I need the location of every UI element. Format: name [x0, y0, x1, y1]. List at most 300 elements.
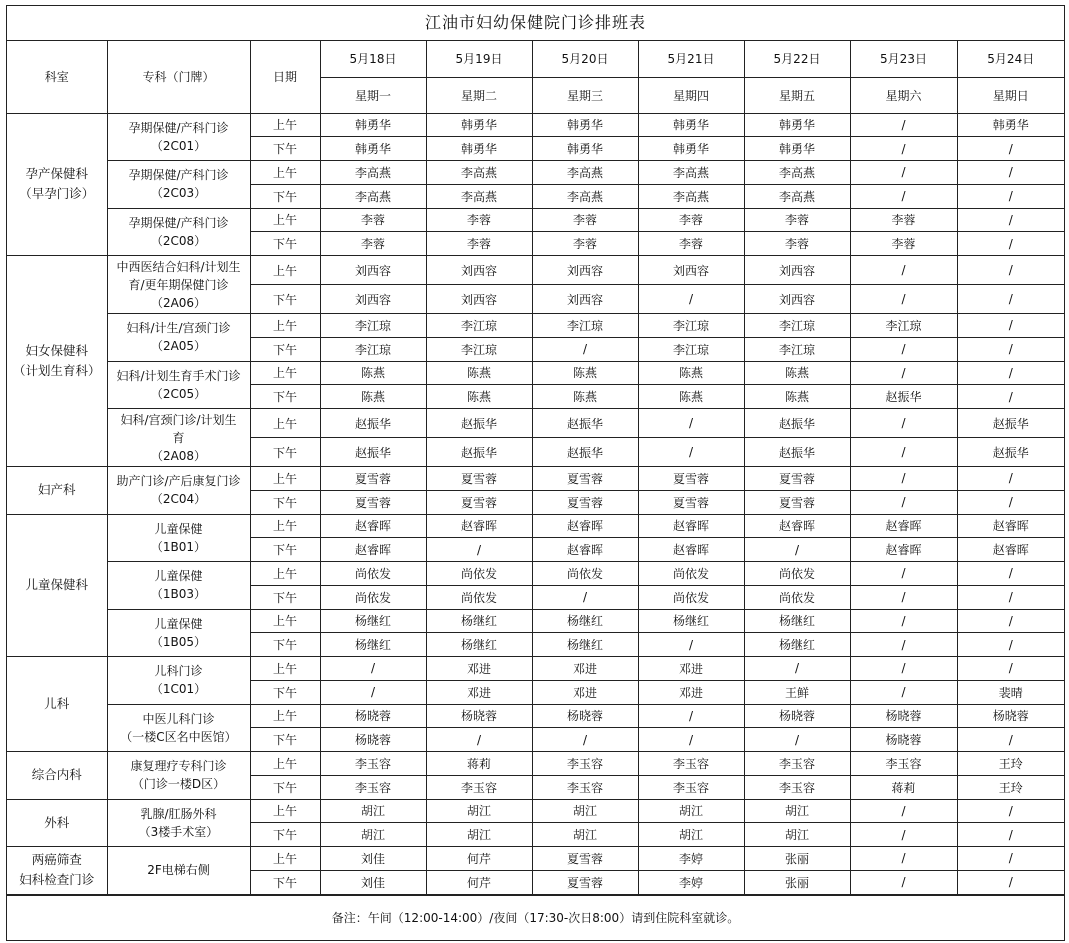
doctor-cell: / [850, 137, 957, 161]
doctor-cell: 刘西容 [426, 285, 532, 314]
doctor-cell: 李江琼 [744, 314, 850, 338]
doctor-cell: 杨晓蓉 [850, 728, 957, 752]
doctor-cell: 夏雪蓉 [532, 847, 638, 871]
doctor-cell: 胡江 [532, 823, 638, 847]
doctor-cell: 韩勇华 [320, 113, 426, 137]
department-cell [7, 847, 107, 895]
doctor-cell: / [957, 609, 1064, 633]
doctor-cell: 胡江 [744, 823, 850, 847]
doctor-cell: / [850, 438, 957, 467]
doctor-cell: 李江琼 [532, 314, 638, 338]
doctor-cell: 夏雪蓉 [532, 490, 638, 514]
text-line: 儿童保健科 [25, 577, 88, 593]
doctor-cell: 李玉容 [532, 752, 638, 776]
doctor-cell: / [532, 585, 638, 609]
doctor-cell: 赵振华 [426, 438, 532, 467]
text-line: （2A06） [150, 295, 207, 310]
doctor-cell: 尚依发 [638, 585, 744, 609]
doctor-cell: 夏雪蓉 [532, 870, 638, 894]
doctor-cell: 王玲 [957, 752, 1064, 776]
specialty-cell [107, 704, 250, 752]
doctor-cell: 李蓉 [744, 232, 850, 256]
doctor-cell: 尚依发 [426, 562, 532, 586]
doctor-cell: 李婷 [638, 870, 744, 894]
doctor-cell: / [850, 361, 957, 385]
header-weekday-cell: 星期四 [638, 77, 744, 113]
period-cell: 上午 [250, 799, 320, 823]
doctor-cell: / [426, 538, 532, 562]
doctor-cell: 赵睿晖 [744, 514, 850, 538]
text-line: 妇产科 [37, 482, 76, 498]
doctor-cell: 韩勇华 [532, 113, 638, 137]
doctor-cell: 赵振华 [957, 438, 1064, 467]
period-cell: 上午 [250, 514, 320, 538]
schedule-row [7, 113, 1064, 137]
header-weekday-cell: 星期六 [850, 77, 957, 113]
doctor-cell: / [957, 314, 1064, 338]
text-line: 育 [172, 430, 185, 445]
period-cell: 下午 [250, 490, 320, 514]
doctor-cell: 杨晓蓉 [320, 704, 426, 728]
text-line: 妇科/计划生育手术门诊 [116, 368, 241, 383]
doctor-cell: 杨晓蓉 [426, 704, 532, 728]
doctor-cell: 李蓉 [426, 232, 532, 256]
doctor-cell: 赵睿晖 [957, 514, 1064, 538]
doctor-cell: 李江琼 [744, 337, 850, 361]
doctor-cell: 李玉容 [850, 752, 957, 776]
schedule-row [7, 562, 1064, 586]
doctor-cell: 夏雪蓉 [320, 490, 426, 514]
doctor-cell: 邓进 [426, 680, 532, 704]
period-cell: 上午 [250, 208, 320, 232]
doctor-cell: 邓进 [532, 657, 638, 681]
doctor-cell: 邓进 [638, 680, 744, 704]
doctor-cell: 尚依发 [426, 585, 532, 609]
text-line: （2C04） [150, 492, 207, 507]
schedule-table [7, 41, 1064, 895]
period-cell: 上午 [250, 113, 320, 137]
department-cell [7, 256, 107, 467]
doctor-cell: 赵睿晖 [850, 538, 957, 562]
doctor-cell: / [638, 409, 744, 438]
period-cell: 下午 [250, 137, 320, 161]
doctor-cell: 邓进 [426, 657, 532, 681]
period-cell: 上午 [250, 562, 320, 586]
schedule-row [7, 467, 1064, 491]
text-line: 妇女保健科 [25, 343, 88, 358]
period-cell: 下午 [250, 680, 320, 704]
doctor-cell: 韩勇华 [320, 137, 426, 161]
text-line: （2C01） [150, 138, 207, 153]
doctor-cell: 李蓉 [532, 232, 638, 256]
doctor-cell: / [957, 361, 1064, 385]
text-line: （门诊一楼D区） [131, 777, 226, 792]
text-line: （3楼手术室） [138, 824, 219, 839]
doctor-cell: 李玉容 [320, 775, 426, 799]
doctor-cell: / [532, 728, 638, 752]
text-line: 中西医结合妇科/计划生 [116, 259, 241, 274]
doctor-cell: 李高燕 [532, 184, 638, 208]
doctor-cell: 陈燕 [426, 385, 532, 409]
doctor-cell: / [850, 609, 957, 633]
doctor-cell: / [957, 137, 1064, 161]
doctor-cell: / [850, 823, 957, 847]
page-title: 江油市妇幼保健院门诊排班表 [7, 6, 1064, 41]
doctor-cell: 赵睿晖 [850, 514, 957, 538]
doctor-cell: 杨继红 [320, 633, 426, 657]
doctor-cell: 李高燕 [426, 161, 532, 185]
doctor-cell: 夏雪蓉 [744, 490, 850, 514]
doctor-cell: 胡江 [638, 823, 744, 847]
header-date-cell: 5月24日 [957, 41, 1064, 77]
doctor-cell: 韩勇华 [744, 113, 850, 137]
doctor-cell: 裴晴 [957, 680, 1064, 704]
doctor-cell: 刘西容 [744, 256, 850, 285]
period-cell: 上午 [250, 256, 320, 285]
doctor-cell: 赵振华 [426, 409, 532, 438]
doctor-cell: 赵睿晖 [532, 538, 638, 562]
doctor-cell: 陈燕 [638, 361, 744, 385]
doctor-cell: 李江琼 [850, 314, 957, 338]
period-cell: 下午 [250, 823, 320, 847]
doctor-cell: 杨继红 [426, 633, 532, 657]
doctor-cell: 李高燕 [320, 161, 426, 185]
doctor-cell: 韩勇华 [957, 113, 1064, 137]
text-line: （2A05） [150, 339, 207, 354]
doctor-cell: / [638, 633, 744, 657]
doctor-cell: / [957, 385, 1064, 409]
doctor-cell: 李玉容 [638, 752, 744, 776]
doctor-cell: / [850, 467, 957, 491]
doctor-cell: / [850, 799, 957, 823]
doctor-cell: 夏雪蓉 [320, 467, 426, 491]
doctor-cell: / [532, 337, 638, 361]
doctor-cell: 杨晓蓉 [532, 704, 638, 728]
doctor-cell: 韩勇华 [744, 137, 850, 161]
period-cell: 下午 [250, 285, 320, 314]
doctor-cell: 陈燕 [744, 385, 850, 409]
doctor-cell: 李江琼 [638, 337, 744, 361]
header-weekday-cell: 星期日 [957, 77, 1064, 113]
text-line: 儿童保健 [154, 521, 203, 536]
text-line: （一楼C区名中医馆） [120, 729, 237, 744]
text-line: 外科 [44, 814, 70, 830]
doctor-cell: 夏雪蓉 [532, 467, 638, 491]
doctor-cell: 刘西容 [532, 285, 638, 314]
doctor-cell: / [957, 585, 1064, 609]
doctor-cell: / [957, 256, 1064, 285]
doctor-cell: 刘西容 [320, 256, 426, 285]
header-date-cell: 5月19日 [426, 41, 532, 77]
doctor-cell: / [850, 562, 957, 586]
doctor-cell: 张丽 [744, 847, 850, 871]
text-line: （2C05） [150, 386, 207, 401]
schedule-row [7, 752, 1064, 776]
specialty-cell [107, 208, 250, 256]
doctor-cell: / [744, 657, 850, 681]
doctor-cell: 杨继红 [638, 609, 744, 633]
schedule-row [7, 514, 1064, 538]
footnote: 备注：午间（12:00-14:00）/夜间（17:30-次日8:00）请到住院科室就诊。 [7, 895, 1064, 940]
doctor-cell: 赵睿晖 [426, 514, 532, 538]
period-cell: 上午 [250, 409, 320, 438]
doctor-cell: 李蓉 [638, 232, 744, 256]
period-cell: 上午 [250, 361, 320, 385]
doctor-cell: / [957, 490, 1064, 514]
doctor-cell: 赵振华 [744, 438, 850, 467]
doctor-cell: 尚依发 [744, 585, 850, 609]
doctor-cell: 李玉容 [426, 775, 532, 799]
doctor-cell: 何芹 [426, 870, 532, 894]
doctor-cell: 李蓉 [532, 208, 638, 232]
doctor-cell: 夏雪蓉 [638, 490, 744, 514]
doctor-cell: / [320, 657, 426, 681]
text-line: （1B05） [150, 634, 207, 649]
doctor-cell: / [638, 285, 744, 314]
doctor-cell: 李高燕 [320, 184, 426, 208]
doctor-cell: 尚依发 [320, 562, 426, 586]
doctor-cell: 刘西容 [638, 256, 744, 285]
doctor-cell: / [957, 799, 1064, 823]
specialty-cell [107, 562, 250, 610]
doctor-cell: 刘西容 [426, 256, 532, 285]
doctor-cell: 李婷 [638, 847, 744, 871]
doctor-cell: 夏雪蓉 [638, 467, 744, 491]
period-cell: 下午 [250, 870, 320, 894]
doctor-cell: 李蓉 [320, 232, 426, 256]
doctor-cell: 李玉容 [744, 752, 850, 776]
schedule-row [7, 609, 1064, 633]
doctor-cell: 李蓉 [850, 232, 957, 256]
doctor-cell: 李蓉 [638, 208, 744, 232]
text-line: （2A08） [150, 448, 207, 463]
doctor-cell: 尚依发 [320, 585, 426, 609]
period-cell: 上午 [250, 467, 320, 491]
schedule-row [7, 704, 1064, 728]
doctor-cell: 李高燕 [532, 161, 638, 185]
doctor-cell: 陈燕 [320, 385, 426, 409]
doctor-cell: 李高燕 [744, 161, 850, 185]
doctor-cell: / [957, 184, 1064, 208]
text-line: （1B01） [150, 539, 207, 554]
doctor-cell: 陈燕 [532, 361, 638, 385]
text-line: 孕产保健科 [25, 166, 88, 182]
doctor-cell: 胡江 [426, 823, 532, 847]
doctor-cell: / [850, 585, 957, 609]
doctor-cell: 李玉容 [744, 775, 850, 799]
text-line: 综合内科 [31, 767, 82, 783]
text-line: （1B03） [150, 587, 207, 602]
period-cell: 下午 [250, 385, 320, 409]
doctor-cell: 赵振华 [532, 438, 638, 467]
doctor-cell: 韩勇华 [426, 137, 532, 161]
doctor-cell: 王玲 [957, 775, 1064, 799]
text-line: 康复理疗专科门诊 [130, 759, 227, 774]
text-line: 妇科/宫颈门诊/计划生 [120, 412, 237, 427]
doctor-cell: 杨晓蓉 [320, 728, 426, 752]
doctor-cell: 李江琼 [638, 314, 744, 338]
header-date-cell: 5月20日 [532, 41, 638, 77]
text-line: 中医儿科门诊 [142, 711, 215, 726]
period-cell: 上午 [250, 314, 320, 338]
doctor-cell: / [957, 823, 1064, 847]
text-line: 孕期保健/产科门诊 [128, 120, 229, 135]
doctor-cell: 张丽 [744, 870, 850, 894]
doctor-cell: 陈燕 [320, 361, 426, 385]
doctor-cell: 韩勇华 [426, 113, 532, 137]
period-cell: 下午 [250, 438, 320, 467]
department-cell [7, 657, 107, 752]
schedule-row [7, 409, 1064, 438]
header-weekday-cell: 星期三 [532, 77, 638, 113]
doctor-cell: 刘佳 [320, 847, 426, 871]
doctor-cell: 杨继红 [532, 633, 638, 657]
doctor-cell: 杨继红 [320, 609, 426, 633]
doctor-cell: 陈燕 [638, 385, 744, 409]
doctor-cell: 胡江 [744, 799, 850, 823]
doctor-cell: / [320, 680, 426, 704]
doctor-cell: 李高燕 [744, 184, 850, 208]
doctor-cell: 刘佳 [320, 870, 426, 894]
doctor-cell: 陈燕 [426, 361, 532, 385]
doctor-cell: / [850, 409, 957, 438]
doctor-cell: 赵振华 [320, 409, 426, 438]
doctor-cell: 胡江 [320, 799, 426, 823]
doctor-cell: 杨继红 [426, 609, 532, 633]
department-cell [7, 799, 107, 847]
text-line: 儿科门诊 [154, 664, 203, 679]
doctor-cell: / [850, 847, 957, 871]
schedule-sheet [6, 5, 1065, 941]
doctor-cell: 何芹 [426, 847, 532, 871]
text-line: （1C01） [150, 682, 207, 697]
header-date-cell: 5月21日 [638, 41, 744, 77]
department-cell [7, 752, 107, 800]
doctor-cell: / [957, 847, 1064, 871]
doctor-cell: 尚依发 [638, 562, 744, 586]
header-dept: 科室 [7, 41, 107, 113]
period-cell: 上午 [250, 752, 320, 776]
doctor-cell: / [744, 728, 850, 752]
specialty-cell [107, 113, 250, 161]
text-line: （2C08） [150, 233, 207, 248]
period-cell: 下午 [250, 585, 320, 609]
doctor-cell: 赵振华 [744, 409, 850, 438]
doctor-cell: 李江琼 [320, 314, 426, 338]
schedule-row [7, 657, 1064, 681]
doctor-cell: 李蓉 [320, 208, 426, 232]
specialty-cell [107, 467, 250, 515]
period-cell: 上午 [250, 704, 320, 728]
doctor-cell: / [957, 467, 1064, 491]
doctor-cell: 李蓉 [850, 208, 957, 232]
specialty-cell [107, 361, 250, 409]
doctor-cell: 李高燕 [638, 161, 744, 185]
doctor-cell: 李蓉 [426, 208, 532, 232]
doctor-cell: 李蓉 [744, 208, 850, 232]
schedule-row [7, 799, 1064, 823]
doctor-cell: 刘西容 [320, 285, 426, 314]
text-line: 儿童保健 [154, 616, 203, 631]
doctor-cell: 杨晓蓉 [850, 704, 957, 728]
text-line: （计划生育科） [12, 363, 101, 378]
header-specialty: 专科（门牌） [107, 41, 250, 113]
doctor-cell: / [850, 184, 957, 208]
text-line: 乳腺/肛肠外科 [140, 806, 217, 821]
period-cell: 下午 [250, 728, 320, 752]
schedule-row [7, 847, 1064, 871]
doctor-cell: 李江琼 [320, 337, 426, 361]
doctor-cell: / [850, 633, 957, 657]
specialty-cell [107, 256, 250, 314]
doctor-cell: 邓进 [638, 657, 744, 681]
doctor-cell: 李玉容 [532, 775, 638, 799]
doctor-cell: 邓进 [532, 680, 638, 704]
doctor-cell: / [850, 256, 957, 285]
doctor-cell: / [957, 232, 1064, 256]
doctor-cell: 尚依发 [744, 562, 850, 586]
department-cell [7, 467, 107, 515]
header-date-cell: 5月22日 [744, 41, 850, 77]
period-cell: 下午 [250, 337, 320, 361]
header-date: 日期 [250, 41, 320, 113]
period-cell: 下午 [250, 232, 320, 256]
period-cell: 下午 [250, 538, 320, 562]
specialty-cell [107, 799, 250, 847]
specialty-cell [107, 514, 250, 562]
doctor-cell: 陈燕 [532, 385, 638, 409]
header-weekday-cell: 星期一 [320, 77, 426, 113]
doctor-cell: / [850, 657, 957, 681]
doctor-cell: 尚依发 [532, 562, 638, 586]
doctor-cell: 胡江 [320, 823, 426, 847]
text-line: 2F电梯右侧 [147, 863, 210, 878]
doctor-cell: 赵睿晖 [532, 514, 638, 538]
period-cell: 上午 [250, 161, 320, 185]
period-cell: 上午 [250, 847, 320, 871]
text-line: 孕期保健/产科门诊 [128, 168, 229, 183]
doctor-cell: / [850, 680, 957, 704]
specialty-cell [107, 657, 250, 705]
doctor-cell: / [426, 728, 532, 752]
text-line: 孕期保健/产科门诊 [128, 215, 229, 230]
specialty-cell [107, 752, 250, 800]
header-date-cell: 5月18日 [320, 41, 426, 77]
doctor-cell: 李玉容 [320, 752, 426, 776]
doctor-cell: / [850, 337, 957, 361]
text-line: （早孕门诊） [19, 186, 95, 202]
doctor-cell: 陈燕 [744, 361, 850, 385]
doctor-cell: / [850, 870, 957, 894]
doctor-cell: 赵睿晖 [638, 514, 744, 538]
doctor-cell: 胡江 [426, 799, 532, 823]
header-weekday-cell: 星期五 [744, 77, 850, 113]
doctor-cell: / [744, 538, 850, 562]
schedule-row [7, 361, 1064, 385]
doctor-cell: / [957, 657, 1064, 681]
doctor-cell: 韩勇华 [638, 137, 744, 161]
doctor-cell: 蒋莉 [426, 752, 532, 776]
doctor-cell: 赵睿晖 [320, 514, 426, 538]
text-line: 助产门诊/产后康复门诊 [116, 474, 241, 489]
period-cell: 上午 [250, 657, 320, 681]
specialty-cell [107, 314, 250, 362]
text-line: 儿童保健 [154, 569, 203, 584]
doctor-cell: 李玉容 [638, 775, 744, 799]
doctor-cell: / [957, 562, 1064, 586]
doctor-cell: 蒋莉 [850, 775, 957, 799]
header-date-cell: 5月23日 [850, 41, 957, 77]
